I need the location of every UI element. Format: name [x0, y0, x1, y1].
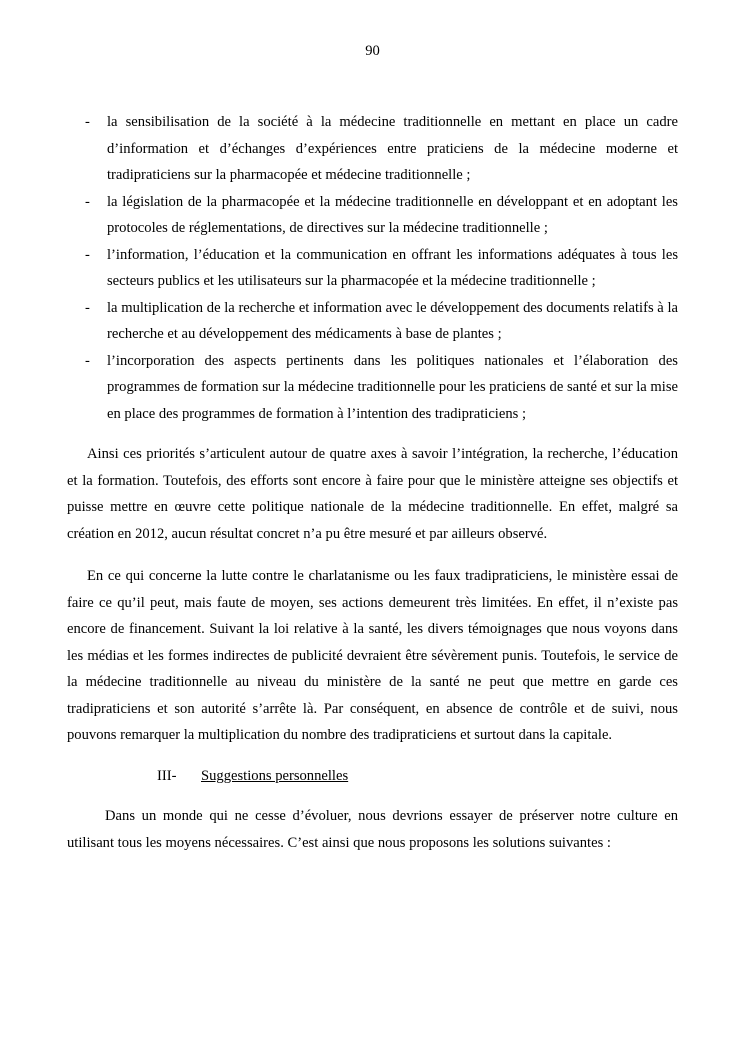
list-item [67, 242, 678, 295]
bullet-dash: - [85, 114, 90, 130]
list-item [67, 189, 678, 242]
list-item [67, 295, 678, 348]
list-item-text: l’incorporation des aspects pertinents dans les politiques nationales et l’élaboration des programmes de formation sur la médecine traditionnelle pour les praticiens de santé et sur la mise en place des programmes de formation à l’intention des tradipraticiens ; [107, 352, 678, 422]
section-number: III- [157, 767, 177, 784]
bullet-dash: - [85, 246, 90, 263]
section-title: Suggestions personnelles [201, 767, 349, 784]
page-number: 90 [365, 43, 380, 59]
page-body [67, 109, 678, 856]
paragraph-intro: Dans un monde qui ne cesse d’évoluer, nous devrions essayer de préserver notre culture en utilisant tous les moyens nécessaires. C’est ainsi que nous proposons les solutions suivantes : [67, 808, 678, 851]
section-heading [67, 763, 678, 790]
priority-list [67, 109, 678, 427]
list-item-text: la sensibilisation de la société à la médecine traditionnelle en mettant en place un cadre d’information et d’échanges d’expériences entre praticiens de la médecine moderne et tradipraticiens sur la pharmacopée et médecine traditionnelle ; [107, 114, 678, 183]
paragraph-priorities: Ainsi ces priorités s’articulent autour de quatre axes à savoir l’intégration, la recherche, l’éducation et la formation. Toutefois, des efforts sont encore à faire pour que le ministère atteigne ses objectifs et puisse mettre en œuvre cette politique nationale de la médecine traditionnelle. En effet, malgré sa création en 2012, aucun résultat concret n’a pu être mesuré et par ailleurs observé. [67, 446, 678, 542]
list-item [67, 348, 678, 428]
list-item-text: la législation de la pharmacopée et la médecine traditionnelle en développant et en adoptant les protocoles de réglementations, de directives sur la médecine traditionnelle ; [107, 193, 678, 236]
list-item [67, 109, 678, 189]
list-item-text: la multiplication de la recherche et information avec le développement des documents relatifs à la recherche et au développement des médicaments à base de plantes ; [107, 299, 678, 342]
bullet-dash: - [85, 193, 90, 210]
paragraph-charlatanism: En ce qui concerne la lutte contre le charlatanisme ou les faux tradipraticiens, le ministère essai de faire ce qu’il peut, mais faute de moyen, ses actions demeurent très limitées. En effet, il n’existe pas encore de financement. Suivant la loi relative à la santé, les divers témoignages que nous voyons dans les médias et les formes indirectes de publicité devraient être sévèrement punis. Toutefois, le service de la médecine traditionnelle au niveau du ministère de la santé ne peut que mettre en garde ces tradipraticiens et son autorité s’arrête là. Par conséquent, en absence de contrôle et de suivi, nous pouvons remarquer la multiplication du nombre des tradipraticiens et surtout dans la capitale. [67, 568, 678, 743]
bullet-dash: - [85, 352, 90, 369]
list-item-text: l’information, l’éducation et la communication en offrant les informations adéquates à tous les secteurs publics et les utilisateurs sur la pharmacopée et la médecine traditionnelle ; [107, 246, 678, 289]
bullet-dash: - [85, 299, 90, 316]
